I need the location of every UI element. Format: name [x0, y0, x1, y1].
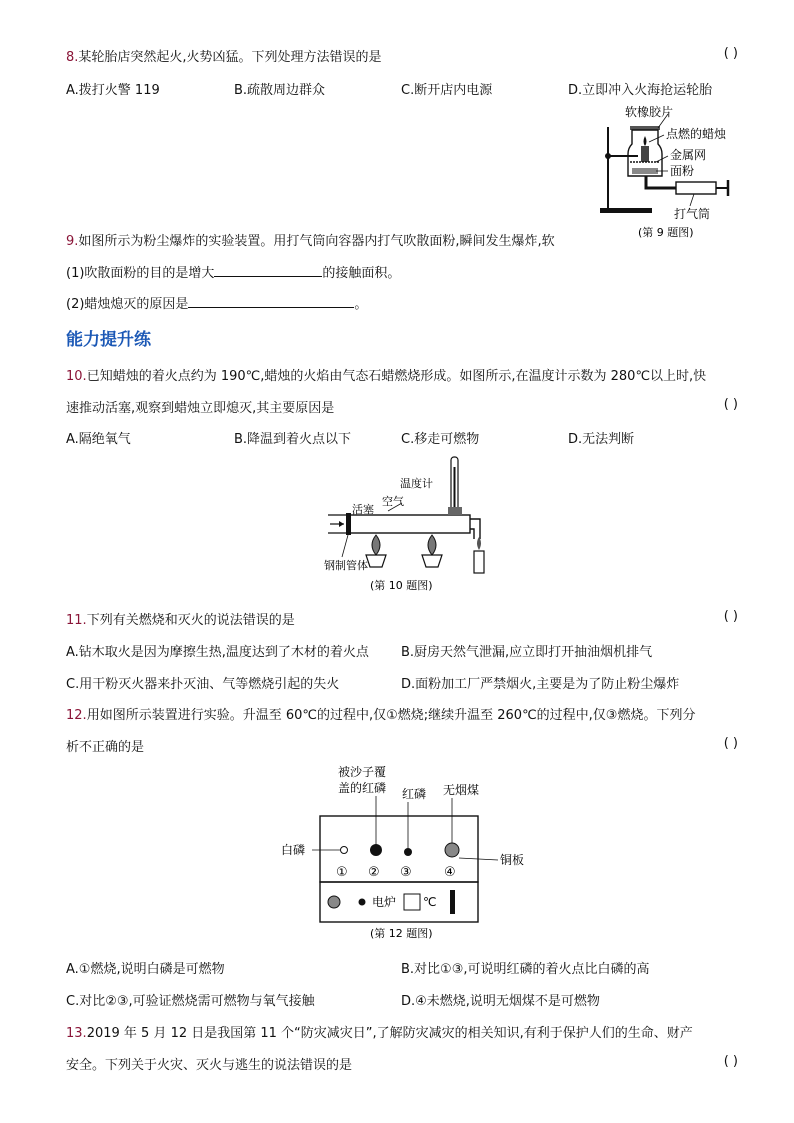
label-metal-mesh: 金属网 — [670, 148, 707, 162]
label-thermometer: 温度计 — [400, 477, 433, 490]
question-text: 如图所示为粉尘爆炸的实验装置。用打气筒向容器内打气吹散面粉,瞬间发生爆炸,软 — [78, 234, 555, 249]
label-soft-rubber: 软橡胶片 — [625, 105, 674, 119]
marker-4: ④ — [444, 865, 456, 880]
question-8 — [66, 46, 382, 65]
label-sand-covered-2: 盖的红磷 — [338, 781, 387, 795]
answer-paren: ( ) — [723, 1054, 738, 1069]
question-number: 13. — [66, 1026, 87, 1041]
sub-question-text: (2)蜡烛熄灭的原因是 — [66, 297, 189, 312]
label-sand-covered-1: 被沙子覆 — [338, 765, 387, 779]
figure-caption: (第 9 题图) — [638, 226, 694, 239]
option-a: A.钻木取火是因为摩擦生热,温度达到了木材的着火点 — [66, 645, 369, 660]
question-13-line-2: 安全。下列关于火灾、灭火与逃生的说法错误的是 — [66, 1058, 353, 1073]
answer-paren: ( ) — [723, 609, 738, 624]
question-text: 2019 年 5 月 12 日是我国第 11 个“防灾减灾日”,了解防灾减灾的相关知识,有利于保护人们的生命、财产 — [86, 1026, 693, 1041]
label-electric-stove: 电炉 — [372, 895, 397, 909]
label-pump: 打气筒 — [674, 207, 711, 221]
question-13 — [66, 1022, 693, 1041]
label-steel-tube: 钢制管体 — [324, 559, 368, 572]
option-a: A.①燃烧,说明白磷是可燃物 — [66, 962, 225, 977]
label-piston: 活塞 — [352, 503, 374, 516]
question-text: 下列有关燃烧和灭火的说法错误的是 — [86, 613, 295, 628]
question-text: 用如图所示装置进行实验。升温至 60℃的过程中,仅①燃烧;继续升温至 260℃的过程中,仅③燃烧。下列分 — [86, 708, 696, 723]
figure-12 — [278, 764, 538, 944]
answer-blank[interactable] — [214, 264, 322, 277]
option-a: A.隔绝氧气 — [66, 432, 131, 447]
option-c: C.移走可燃物 — [401, 432, 480, 447]
question-number: 11. — [66, 613, 87, 628]
option-b: B.厨房天然气泄漏,应立即打开抽油烟机排气 — [401, 645, 653, 660]
option-d: D.立即冲入火海抢运轮胎 — [568, 83, 713, 98]
option-b: B.疏散周边群众 — [234, 83, 326, 98]
label-copper-plate: 铜板 — [500, 853, 525, 867]
question-12 — [66, 704, 695, 723]
option-a: A.拨打火警 119 — [66, 83, 160, 98]
label-white-phosphorus: 白磷 — [281, 843, 306, 857]
question-9 — [66, 230, 555, 249]
sub-question-text: 的接触面积。 — [322, 266, 401, 281]
marker-1: ① — [336, 865, 348, 880]
question-10-line-2: 速推动活塞,观察到蜡烛立即熄灭,其主要原因是 — [66, 401, 335, 416]
label-red-phosphorus: 红磷 — [402, 787, 427, 801]
question-number: 10. — [66, 369, 87, 384]
answer-paren: ( ) — [723, 397, 738, 412]
question-number: 8. — [66, 50, 79, 65]
option-d: D.面粉加工厂严禁烟火,主要是为了防止粉尘爆炸 — [401, 677, 680, 692]
option-b: B.降温到着火点以下 — [234, 432, 352, 447]
figure-9 — [594, 102, 754, 240]
figure-caption: (第 10 题图) — [370, 579, 433, 592]
question-number: 9. — [66, 234, 79, 249]
question-9-sub-1 — [66, 262, 400, 281]
question-9-sub-2 — [66, 293, 367, 312]
option-d: D.④未燃烧,说明无烟煤不是可燃物 — [401, 994, 600, 1009]
answer-paren: ( ) — [723, 46, 738, 61]
option-b: B.对比①③,可说明红磷的着火点比白磷的高 — [401, 962, 650, 977]
sub-question-text: 。 — [354, 297, 368, 312]
marker-3: ③ — [400, 865, 412, 880]
label-celsius: ℃ — [423, 895, 437, 909]
option-d: D.无法判断 — [568, 432, 635, 447]
figure-10 — [320, 455, 500, 595]
label-flour: 面粉 — [670, 164, 695, 178]
section-title: 能力提升练 — [66, 330, 151, 350]
question-11 — [66, 609, 295, 628]
question-10 — [66, 365, 706, 384]
answer-blank[interactable] — [188, 295, 354, 308]
question-number: 12. — [66, 708, 87, 723]
label-lit-candle: 点燃的蜡烛 — [666, 127, 727, 141]
question-12-line-2: 析不正确的是 — [66, 740, 145, 755]
question-text: 某轮胎店突然起火,火势凶猛。下列处理方法错误的是 — [78, 50, 382, 65]
option-c: C.断开店内电源 — [401, 83, 493, 98]
question-text: 已知蜡烛的着火点约为 190℃,蜡烛的火焰由气态石蜡燃烧形成。如图所示,在温度计示数为 280℃以上时,快 — [86, 369, 707, 384]
figure-caption: (第 12 题图) — [370, 927, 433, 940]
label-anthracite: 无烟煤 — [443, 783, 480, 797]
option-c: C.用干粉灭火器来扑灭油、气等燃烧引起的失火 — [66, 677, 340, 692]
answer-paren: ( ) — [723, 736, 738, 751]
marker-2: ② — [368, 865, 380, 880]
option-c: C.对比②③,可验证燃烧需可燃物与氧气接触 — [66, 994, 315, 1009]
sub-question-text: (1)吹散面粉的目的是增大 — [66, 266, 215, 281]
label-air: 空气 — [382, 495, 404, 508]
